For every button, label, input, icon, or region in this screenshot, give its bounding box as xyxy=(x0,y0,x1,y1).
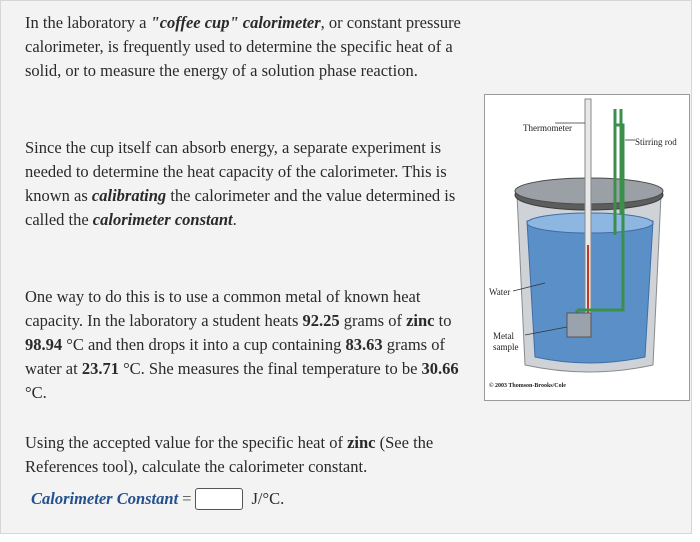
metal-sample xyxy=(567,313,591,337)
metal-label-line1: Metal xyxy=(493,331,514,341)
calibrating-term: calibrating xyxy=(91,186,167,205)
metal-label-line2: sample xyxy=(493,342,519,352)
calibration-paragraph: Since the cup itself can absorb energy, a separate experiment is needed to determine the heat capacity of the calorimeter. This is known as calibrating the calorimeter and the value determined is called the calorimeter constant. xyxy=(25,138,456,229)
metal-name: zinc xyxy=(406,311,435,330)
metal-mass-value: 92.25 xyxy=(302,311,340,330)
intro-paragraph: In the laboratory a "coffee cup" calorimeter, or constant pressure calorimeter, is frequently used to determine the specific heat of a solid, or to measure the energy of a solution phase reaction. xyxy=(25,13,461,80)
stirring-rod-label: Stirring rod xyxy=(635,137,677,147)
answer-row xyxy=(31,487,284,511)
calorimeter-constant-input[interactable] xyxy=(195,488,243,510)
copyright-text: © 2003 Thomson-Brooks/Cole xyxy=(489,383,566,389)
water-temp-value: 23.71 xyxy=(81,359,119,378)
water-mass-value: 83.63 xyxy=(345,335,383,354)
answer-label: Calorimeter Constant xyxy=(31,489,179,508)
answer-unit: J/°C. xyxy=(251,489,285,508)
task-paragraph: Using the accepted value for the specific heat of zinc (See the References tool), calculate the calorimeter constant. xyxy=(25,433,434,476)
water-label: Water xyxy=(489,287,511,297)
calorimeter-figure xyxy=(484,94,690,401)
final-temp-value: 30.66 xyxy=(421,359,459,378)
coffee-cup-term: "coffee cup" calorimeter xyxy=(150,13,321,32)
equals-sign: = xyxy=(182,489,192,508)
metal-temp-value: 98.94 xyxy=(25,335,63,354)
experiment-paragraph: One way to do this is to use a common metal of known heat capacity. In the laboratory a student heats 92.25 grams of zinc to 98.94 °C and then drops it into a cup containing 83.63 grams of water at 23.71 °C. She measures the final temperature to be 30.66 °C. xyxy=(25,287,459,402)
thermometer-label: Thermometer xyxy=(523,123,572,133)
metal-name-task: zinc xyxy=(347,433,376,452)
calorimeter-constant-term: calorimeter constant xyxy=(92,210,233,229)
calorimeter-illustration xyxy=(485,95,689,400)
